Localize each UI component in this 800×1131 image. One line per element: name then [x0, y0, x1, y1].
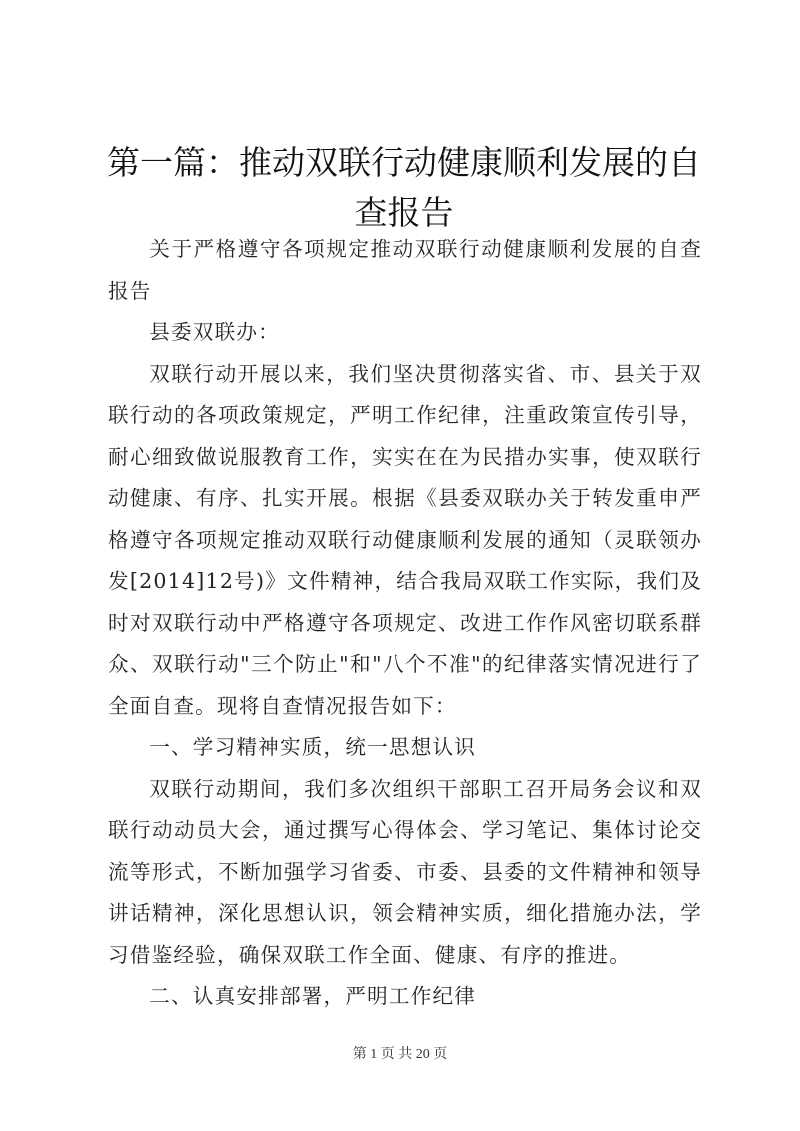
page-footer: 第 1 页 共 20 页: [352, 1047, 448, 1062]
paragraph-subtitle: 关于严格遵守各项规定推动双联行动健康顺利发展的自查报告: [108, 237, 702, 303]
document-body: [108, 229, 702, 1018]
section-heading-2: 二、认真安排部署，严明工作纪律: [149, 984, 477, 1008]
paragraph-section-1: 双联行动期间，我们多次组织干部职工召开局务会议和双联行动动员大会，通过撰写心得体会、学习笔记、集体讨论交流等形式，不断加强学习省委、市委、县委的文件精神和领导讲话精神，深化思想认识，领会精神实质，细化措施办法，学习借鉴经验，确保双联工作全面、健康、有序的推进。: [108, 776, 702, 967]
paragraph-intro: 双联行动开展以来，我们坚决贯彻落实省、市、县关于双联行动的各项政策规定，严明工作纪律，注重政策宣传引导，耐心细致做说服教育工作，实实在在为民措办实事，使双联行动健康、有序、扎实开展。根据《县委双联办关于转发重申严格遵守各项规定推动双联行动健康顺利发展的通知（灵联领办发[2014]12号)》文件精神，结合我局双联工作实际，我们及时对双联行动中严格遵守各项规定、改进工作作风密切联系群众、双联行动"三个防止"和"八个不准"的纪律落实情况进行了全面自查。现将自查情况报告如下：: [108, 361, 702, 718]
document-title: 第一篇：推动双联行动健康顺利发展的自查报告: [107, 143, 701, 232]
paragraph-salutation: 县委双联办：: [149, 320, 280, 344]
section-heading-1: 一、学习精神实质，统一思想认识: [149, 735, 477, 759]
